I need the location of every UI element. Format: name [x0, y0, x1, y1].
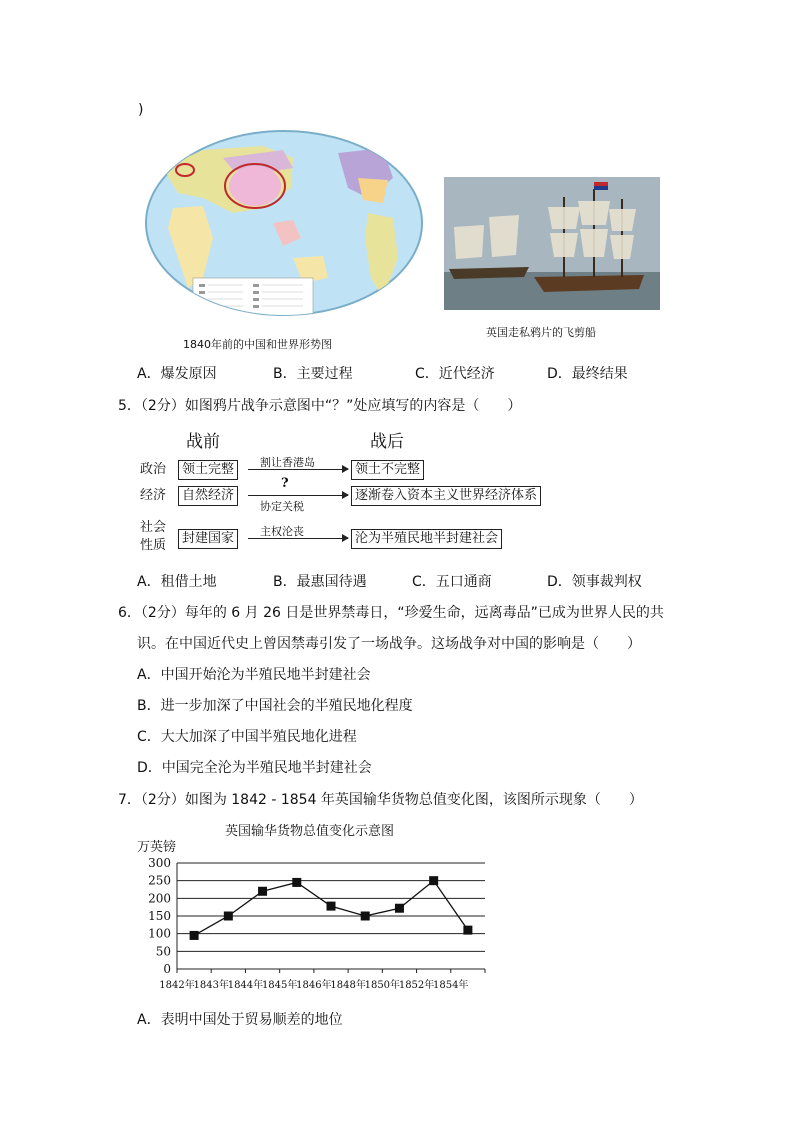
diagram-before-politics: 领土完整	[178, 460, 238, 480]
diagram-event-tariff: 协定关税	[260, 500, 304, 513]
q4-option-d[interactable]: D．最终结果	[547, 366, 628, 382]
diagram-row-label-politics: 政治	[140, 462, 167, 477]
q4-option-b[interactable]: B．主要过程	[273, 366, 353, 382]
q7-stem: 7．（2分）如图为 1842 - 1854 年英国输华货物总值变化图，该图所示现象（ ）	[118, 792, 643, 808]
q4-option-a[interactable]: A．爆发原因	[137, 366, 217, 382]
diagram-event-politics: 割让香港岛	[260, 456, 315, 469]
chart-data-point	[395, 904, 404, 913]
q5-stem: 5．（2分）如图鸦片战争示意图中“？”处应填写的内容是（ ）	[118, 398, 522, 414]
q7-option-a[interactable]: A．表明中国处于贸易顺差的地位	[137, 1012, 343, 1028]
q5-option-c[interactable]: C．五口通商	[412, 574, 492, 590]
chart-y-tick-label: 200	[148, 891, 171, 906]
diagram-arrow-society	[248, 538, 348, 539]
chart-x-tick-label: 1854年	[433, 980, 469, 991]
q6-stem-line2: 识。在中国近代史上曾因禁毒引发了一场战争。这场战争对中国的影响是（ ）	[137, 636, 641, 652]
opium-war-diagram	[138, 425, 558, 560]
chart-data-point	[292, 878, 301, 887]
chart-data-point	[258, 887, 267, 896]
world-map-image	[143, 128, 425, 330]
q4-option-c[interactable]: C．近代经济	[415, 366, 495, 382]
chart-x-tick-label: 1842年	[159, 980, 195, 991]
british-exports-chart	[135, 820, 495, 1000]
diagram-row-label-society	[140, 519, 166, 555]
chart-data-point	[463, 926, 472, 935]
chart-data-point	[361, 912, 370, 921]
diagram-row-label-society-l1: 社会	[140, 520, 167, 535]
chart-x-tick-label: 1846年	[296, 980, 332, 991]
chart-data-point	[327, 902, 336, 911]
chart-y-tick-label: 250	[148, 873, 171, 888]
q5-option-d[interactable]: D．领事裁判权	[547, 574, 642, 590]
diagram-arrow-politics	[248, 469, 348, 470]
chart-y-axis-label: 万英镑	[137, 840, 177, 855]
chart-y-tick-label: 50	[155, 944, 171, 959]
chart-x-tick-label: 1845年	[261, 980, 298, 991]
chart-y-tick-label: 150	[148, 909, 171, 923]
q6-option-b[interactable]: B．进一步加深了中国社会的半殖民地化程度	[137, 698, 413, 714]
chart-svg	[135, 820, 495, 1000]
chart-x-tick-label: 1844年	[227, 980, 264, 991]
chart-data-point	[224, 912, 233, 921]
diagram-before-society: 封建国家	[178, 529, 238, 549]
diagram-before-economy: 自然经济	[178, 486, 238, 506]
diagram-question-mark: ?	[281, 476, 289, 491]
diagram-after-politics: 领土不完整	[351, 460, 424, 480]
map-caption: 1840年前的中国和世界形势图	[183, 338, 332, 351]
opium-ship-image	[444, 177, 660, 310]
chart-title: 英国输华货物总值变化示意图	[225, 824, 395, 839]
q5-option-b[interactable]: B．最惠国待遇	[273, 574, 367, 590]
q6-option-d[interactable]: D．中国完全沦为半殖民地半封建社会	[137, 760, 372, 776]
chart-y-tick-label: 300	[148, 856, 171, 870]
q6-option-c[interactable]: C．大大加深了中国半殖民地化进程	[137, 729, 357, 745]
ship-caption: 英国走私鸦片的飞剪船	[486, 326, 596, 339]
chart-x-tick-label: 1852年	[398, 980, 435, 991]
diagram-after-economy: 逐渐卷入资本主义世界经济体系	[351, 486, 541, 506]
diagram-row-label-society-l2: 性质	[140, 538, 167, 553]
diagram-arrow-economy	[248, 495, 348, 496]
q5-option-a[interactable]: A．租借土地	[137, 574, 217, 590]
chart-y-tick-label: 100	[148, 926, 171, 941]
chart-x-tick-label: 1843年	[193, 980, 229, 991]
q4-paren-tail: )	[138, 102, 144, 118]
diagram-row-label-economy: 经济	[140, 488, 167, 503]
chart-data-point	[429, 876, 438, 885]
chart-x-tick-label: 1850年	[364, 980, 401, 991]
chart-data-point	[190, 931, 199, 940]
diagram-after-society: 沦为半殖民地半封建社会	[351, 529, 502, 549]
q6-option-a[interactable]: A．中国开始沦为半殖民地半封建社会	[137, 667, 371, 683]
chart-y-tick-label: 0	[163, 962, 171, 976]
q6-stem-line1: 6．（2分）每年的 6 月 26 日是世界禁毒日，“珍爱生命，远离毒品”已成为世界人民的共	[118, 605, 664, 621]
chart-x-tick-label: 1848年	[330, 980, 366, 991]
diagram-head-before: 战前	[186, 432, 220, 452]
diagram-head-after: 战后	[370, 432, 404, 452]
diagram-event-society: 主权沦丧	[260, 525, 304, 538]
